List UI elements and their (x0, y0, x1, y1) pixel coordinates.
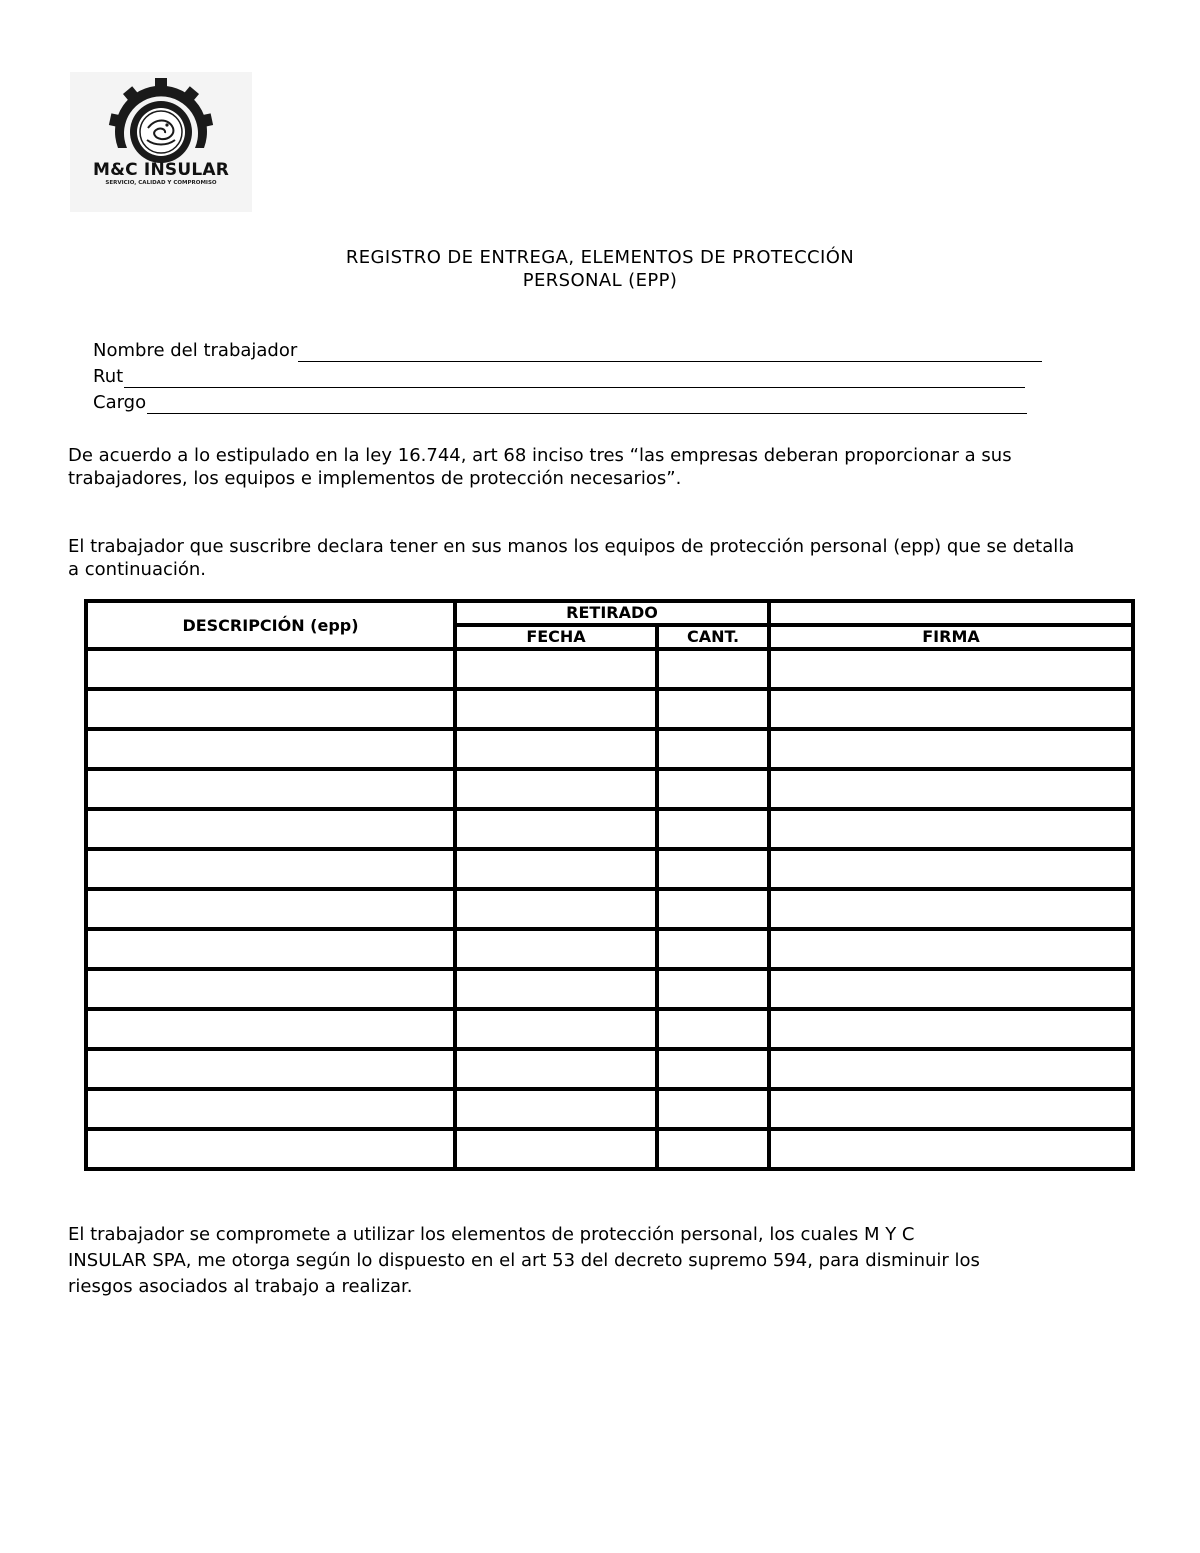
table-row (86, 1009, 1133, 1049)
declaration-line-2: a continuación. (68, 559, 207, 580)
description-cell[interactable] (86, 689, 455, 729)
cantidad-cell[interactable] (657, 1009, 769, 1049)
table-row (86, 969, 1133, 1009)
table-row (86, 1049, 1133, 1089)
cantidad-cell[interactable] (657, 849, 769, 889)
cantidad-cell[interactable] (657, 1089, 769, 1129)
cargo-input-line[interactable] (147, 396, 1027, 414)
commitment-line-3: riesgos asociados al trabajo a realizar. (68, 1276, 413, 1297)
worker-name-field (93, 340, 1042, 362)
header-firma-top (769, 601, 1133, 625)
header-description: DESCRIPCIÓN (epp) (86, 601, 455, 649)
firma-cell[interactable] (769, 1009, 1133, 1049)
firma-cell[interactable] (769, 929, 1133, 969)
fecha-cell[interactable] (455, 729, 657, 769)
description-cell[interactable] (86, 1089, 455, 1129)
logo-tagline: SERVICIO, CALIDAD Y COMPROMISO (105, 180, 217, 186)
cantidad-cell[interactable] (657, 1129, 769, 1169)
fecha-cell[interactable] (455, 969, 657, 1009)
cantidad-cell[interactable] (657, 889, 769, 929)
logo-company-name: M&C INSULAR (92, 160, 230, 180)
cantidad-cell[interactable] (657, 1049, 769, 1089)
cargo-field (93, 392, 1027, 414)
declaration-paragraph (68, 535, 1074, 581)
firma-cell[interactable] (769, 769, 1133, 809)
fecha-cell[interactable] (455, 1009, 657, 1049)
cantidad-cell[interactable] (657, 929, 769, 969)
firma-cell[interactable] (769, 809, 1133, 849)
cantidad-cell[interactable] (657, 969, 769, 1009)
table-row (86, 649, 1133, 689)
description-cell[interactable] (86, 1049, 455, 1089)
cantidad-cell[interactable] (657, 689, 769, 729)
firma-cell[interactable] (769, 889, 1133, 929)
table-row (86, 849, 1133, 889)
table-row (86, 1129, 1133, 1169)
table-row (86, 889, 1133, 929)
rut-field (93, 366, 1025, 388)
description-cell[interactable] (86, 1129, 455, 1169)
fecha-cell[interactable] (455, 1089, 657, 1129)
fecha-cell[interactable] (455, 1049, 657, 1089)
firma-cell[interactable] (769, 689, 1133, 729)
fecha-cell[interactable] (455, 689, 657, 729)
worker-name-input-line[interactable] (298, 344, 1042, 362)
firma-cell[interactable] (769, 1129, 1133, 1169)
rut-label: Rut (93, 366, 124, 387)
law-paragraph (68, 444, 1012, 490)
gear-emblem-icon (70, 72, 252, 212)
cargo-label: Cargo (93, 392, 147, 413)
document-title (0, 246, 1200, 292)
fecha-cell[interactable] (455, 1129, 657, 1169)
firma-cell[interactable] (769, 1089, 1133, 1129)
table-row (86, 769, 1133, 809)
description-cell[interactable] (86, 729, 455, 769)
firma-cell[interactable] (769, 1049, 1133, 1089)
law-line-1: De acuerdo a lo estipulado en la ley 16.744, art 68 inciso tres “las empresas deberan proporcionar a sus (68, 445, 1012, 466)
rut-input-line[interactable] (124, 370, 1025, 388)
table-row (86, 929, 1133, 969)
firma-cell[interactable] (769, 649, 1133, 689)
epp-table-body (86, 649, 1133, 1169)
description-cell[interactable] (86, 849, 455, 889)
fecha-cell[interactable] (455, 849, 657, 889)
law-line-2: trabajadores, los equipos e implementos de protección necesarios”. (68, 468, 682, 489)
header-fecha: FECHA (455, 625, 657, 649)
description-cell[interactable] (86, 969, 455, 1009)
declaration-line-1: El trabajador que suscribre declara tener en sus manos los equipos de protección personal (epp) que se detalla (68, 536, 1075, 557)
description-cell[interactable] (86, 889, 455, 929)
table-row (86, 1089, 1133, 1129)
table-row (86, 729, 1133, 769)
company-logo (70, 72, 252, 212)
fecha-cell[interactable] (455, 809, 657, 849)
title-line-1: REGISTRO DE ENTREGA, ELEMENTOS DE PROTECCIÓN (345, 247, 855, 268)
commitment-paragraph (68, 1222, 980, 1300)
firma-cell[interactable] (769, 849, 1133, 889)
description-cell[interactable] (86, 649, 455, 689)
commitment-line-2: INSULAR SPA, me otorga según lo dispuesto en el art 53 del decreto supremo 594, para disminuir los (68, 1250, 980, 1271)
header-cantidad: CANT. (657, 625, 769, 649)
header-retirado: RETIRADO (455, 601, 769, 625)
cantidad-cell[interactable] (657, 729, 769, 769)
table-row (86, 689, 1133, 729)
title-line-2: PERSONAL (EPP) (522, 270, 678, 291)
firma-cell[interactable] (769, 729, 1133, 769)
fecha-cell[interactable] (455, 649, 657, 689)
fecha-cell[interactable] (455, 929, 657, 969)
fecha-cell[interactable] (455, 769, 657, 809)
cantidad-cell[interactable] (657, 809, 769, 849)
commitment-line-1: El trabajador se compromete a utilizar los elementos de protección personal, los cuales M Y C (68, 1224, 915, 1245)
worker-name-label: Nombre del trabajador (93, 340, 298, 361)
epp-delivery-table (84, 599, 1135, 1171)
description-cell[interactable] (86, 929, 455, 969)
firma-cell[interactable] (769, 969, 1133, 1009)
description-cell[interactable] (86, 809, 455, 849)
header-firma: FIRMA (769, 625, 1133, 649)
table-row (86, 809, 1133, 849)
cantidad-cell[interactable] (657, 769, 769, 809)
fecha-cell[interactable] (455, 889, 657, 929)
description-cell[interactable] (86, 1009, 455, 1049)
cantidad-cell[interactable] (657, 649, 769, 689)
description-cell[interactable] (86, 769, 455, 809)
